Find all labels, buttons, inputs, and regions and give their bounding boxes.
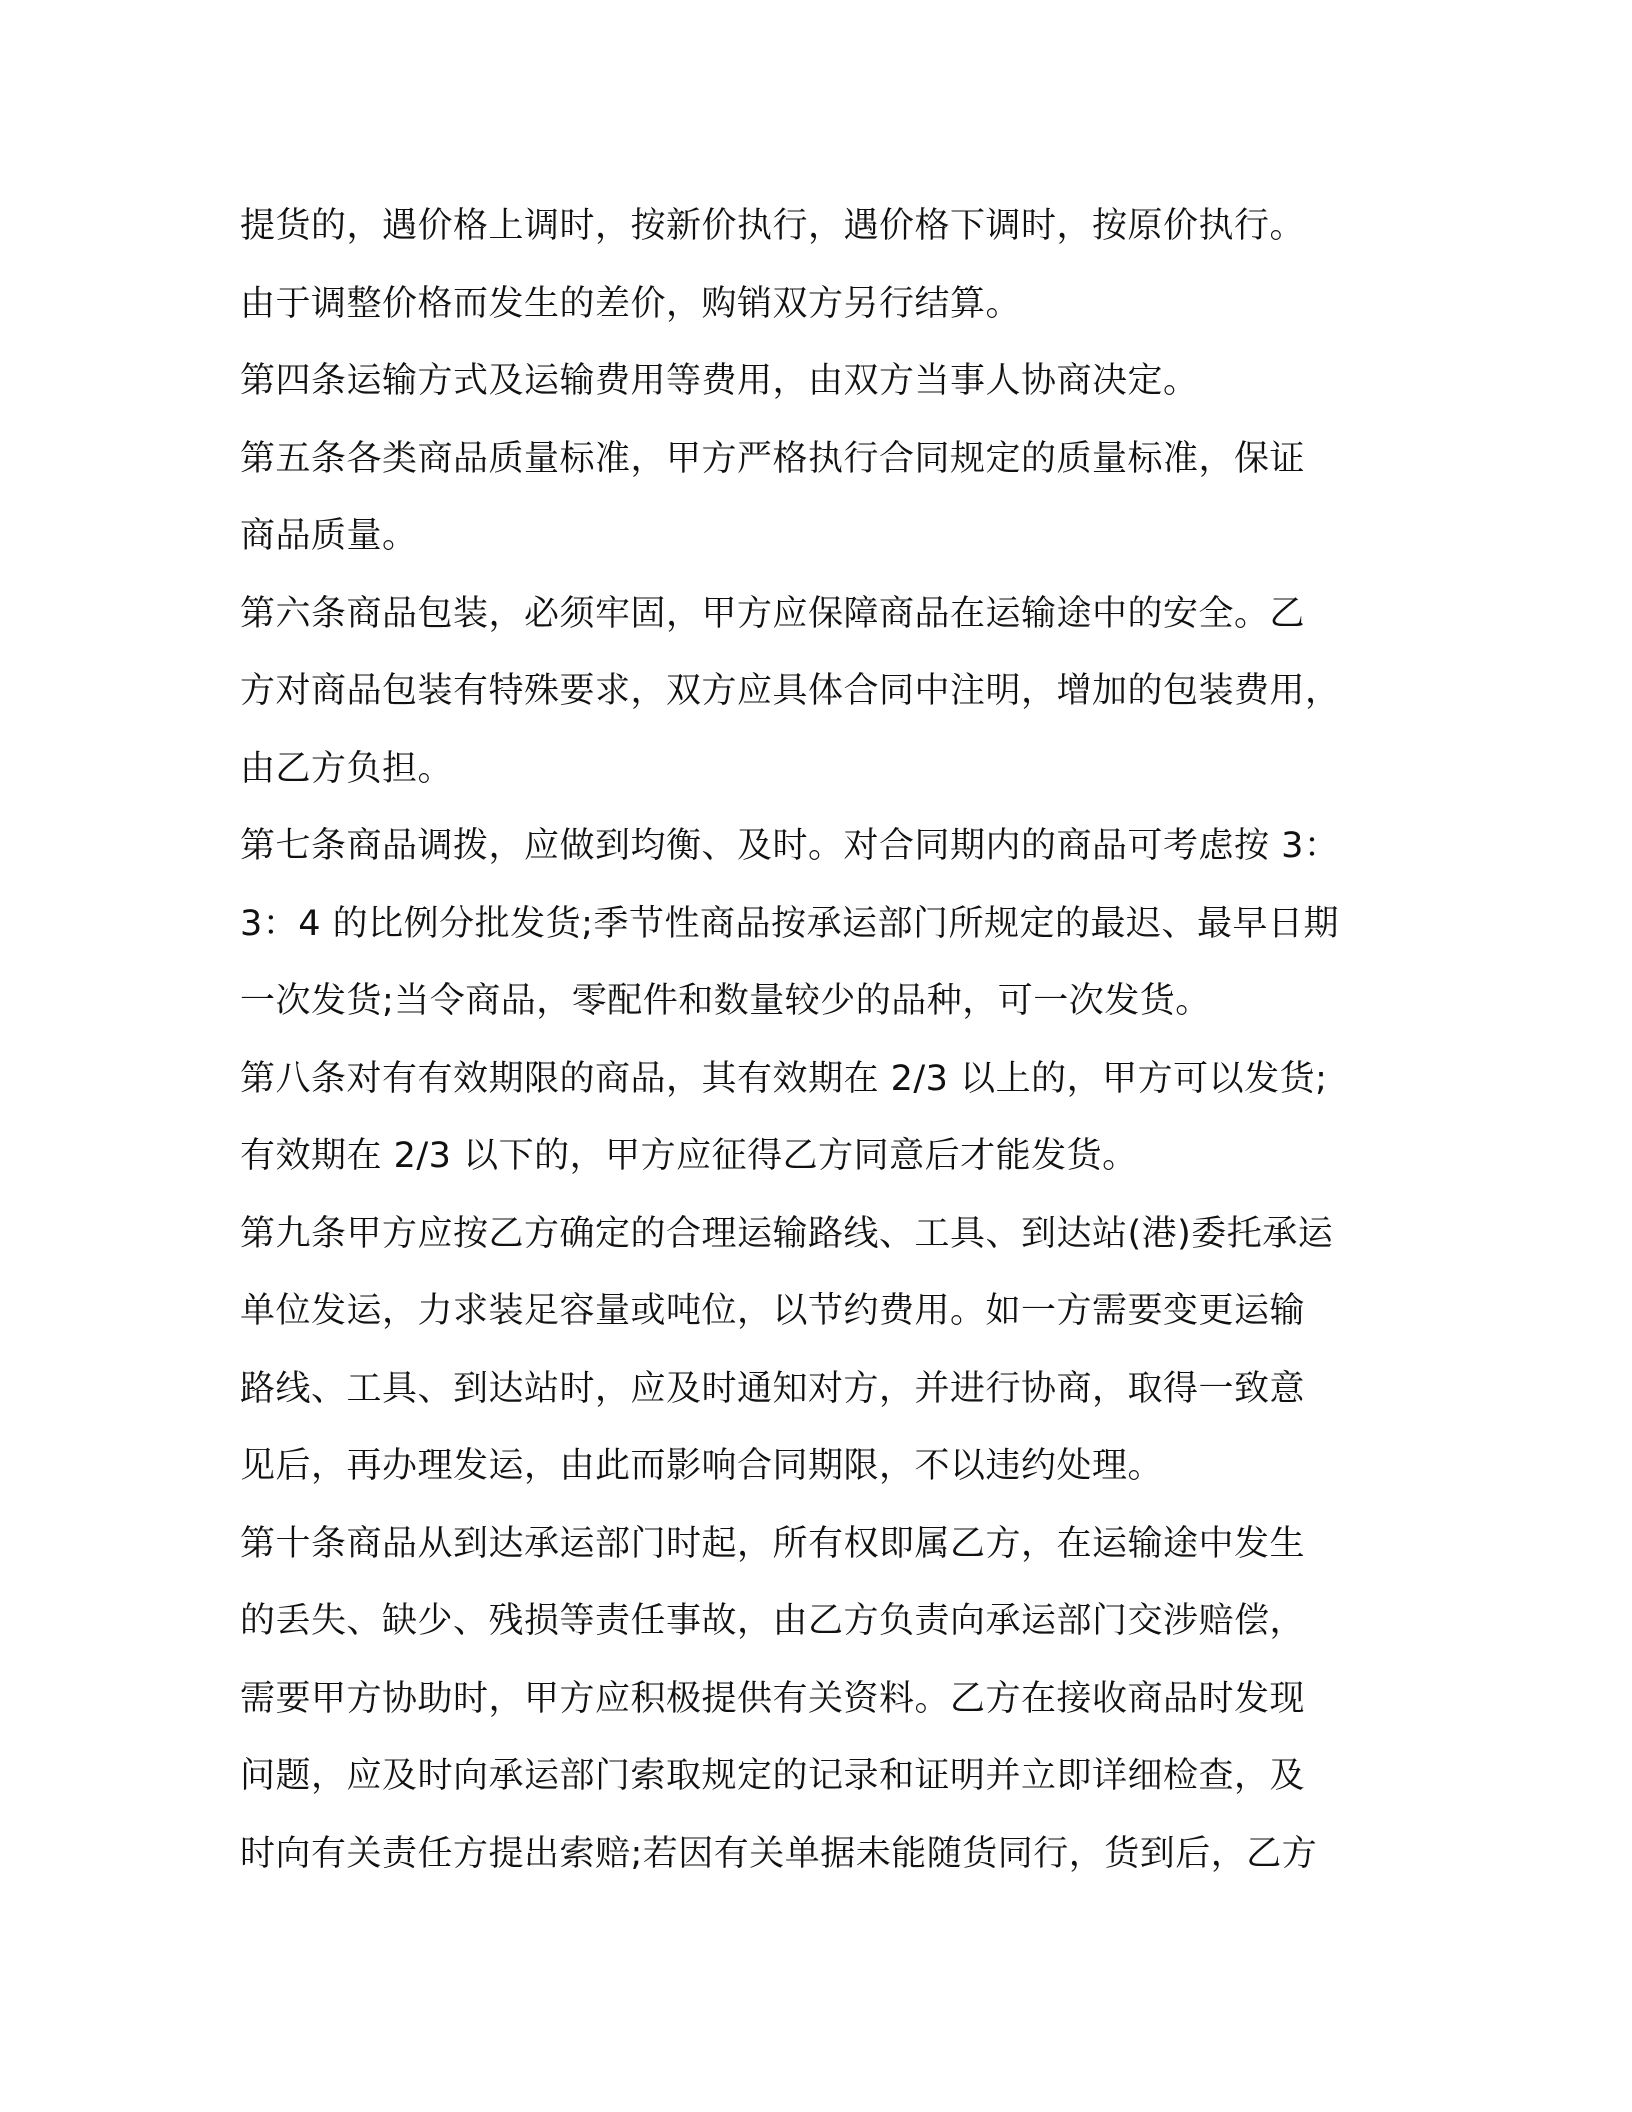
text-line: 第七条商品调拨，应做到均衡、及时。对合同期内的商品可考虑按 3： (240, 826, 1340, 866)
text-line: 商品质量。 (240, 516, 418, 556)
text-line: 第八条对有有效期限的商品，其有效期在 2/3 以上的，甲方可以发货; (240, 1058, 1328, 1099)
document-body (240, 188, 1390, 1893)
text-line: 由于调整价格而发生的差价，购销双方另行结算。 (240, 283, 1022, 324)
text-line: 方对商品包装有特殊要求，双方应具体合同中注明，增加的包装费用， (240, 671, 1341, 711)
text-line: 有效期在 2/3 以下的，甲方应征得乙方同意后才能发货。 (240, 1136, 1138, 1176)
text-line: 路线、工具、到达站时，应及时通知对方，并进行协商，取得一致意 (240, 1368, 1306, 1409)
text-line: 提货的，遇价格上调时，按新价执行，遇价格下调时，按原价执行。 (240, 206, 1306, 246)
text-line: 第十条商品从到达承运部门时起，所有权即属乙方，在运输途中发生 (240, 1523, 1306, 1564)
text-line: 一次发货;当令商品，零配件和数量较少的品种，可一次发货。 (240, 981, 1211, 1021)
text-line: 第九条甲方应按乙方确定的合理运输路线、工具、到达站(港)委托承运 (240, 1213, 1334, 1254)
text-line: 见后，再办理发运，由此而影响合同期限，不以违约处理。 (240, 1446, 1164, 1486)
text-line: 由乙方负担。 (240, 748, 454, 789)
text-line: 问题，应及时向承运部门索取规定的记录和证明并立即详细检查，及 (240, 1756, 1306, 1796)
text-line: 第五条各类商品质量标准，甲方严格执行合同规定的质量标准，保证 (240, 438, 1306, 479)
text-line: 时向有关责任方提出索赔;若因有关单据未能随货同行，货到后，乙方 (240, 1833, 1318, 1874)
text-line: 的丢失、缺少、残损等责任事故，由乙方负责向承运部门交涉赔偿， (240, 1601, 1306, 1641)
text-line: 单位发运，力求装足容量或吨位，以节约费用。如一方需要变更运输 (240, 1291, 1306, 1331)
text-line: 第四条运输方式及运输费用等费用，由双方当事人协商决定。 (240, 361, 1199, 401)
text-line: 需要甲方协助时，甲方应积极提供有关资料。乙方在接收商品时发现 (240, 1678, 1306, 1719)
text-line: 第六条商品包装，必须牢固，甲方应保障商品在运输途中的安全。乙 (240, 593, 1306, 634)
text-line: 3：4 的比例分批发货;季节性商品按承运部门所规定的最迟、最早日期 (240, 903, 1339, 944)
